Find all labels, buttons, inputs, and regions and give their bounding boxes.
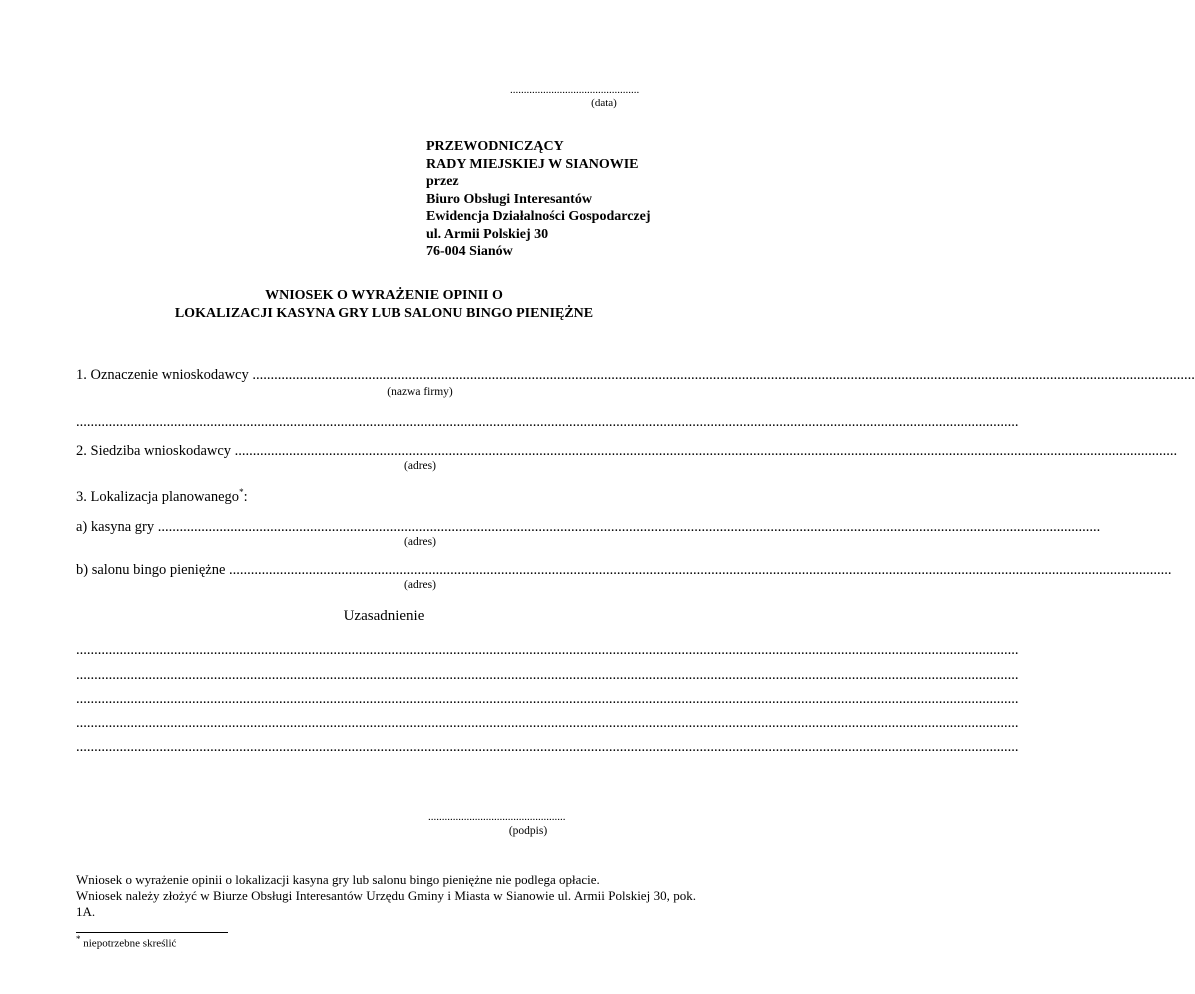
fill-dots: .................................................................................................................................................................................................................................................................... [76, 691, 1019, 707]
planned-location-heading [76, 487, 248, 506]
justification-heading: Uzasadnienie [343, 608, 425, 624]
footnote-marker: * [76, 934, 81, 944]
applicant-name-continuation [76, 414, 1019, 431]
title-line: LOKALIZACJI KASYNA GRY LUB SALONU BINGO PIENIĘŻNE [174, 306, 594, 321]
fill-dots: .................................................................................................................................................................................................................................................................... [76, 414, 1019, 430]
field-label: a) kasyna gry [76, 519, 155, 535]
fill-dots: .................................................................................................................................................................................................................................................................... [252, 367, 1195, 383]
recipient-line: PRZEWODNICZĄCY [426, 139, 564, 154]
field-label: 3. Lokalizacja planowanego [76, 488, 240, 505]
fill-dots: .................................................................................................................................................................................................................................................................... [76, 667, 1019, 683]
recipient-address [426, 138, 651, 261]
recipient-line: 76-004 Sianów [426, 244, 513, 259]
submission-note: Wniosek należy złożyć w Biurze Obsługi Interesantów Urzędu Gminy i Miasta w Sianowie ul. Armii Polskiej 30, pok. 1A. [76, 888, 696, 919]
justification-line [76, 691, 1019, 708]
bingo-location-caption: (adres) [404, 579, 436, 591]
applicant-seat-caption: (adres) [404, 460, 436, 472]
bingo-location-field [76, 562, 1172, 579]
date-caption: (data) [591, 97, 617, 109]
casino-location-caption: (adres) [404, 536, 436, 548]
fill-dots: .................................................................................................................................................................................................................................................................... [76, 642, 1019, 658]
fill-dots: .................................................................................................................................................................................................................................................................... [229, 562, 1172, 578]
fee-note: Wniosek o wyrażenie opinii o lokalizacji kasyna gry lub salonu bingo pieniężne nie podlega opłacie. [76, 872, 600, 887]
justification-line [76, 715, 1019, 732]
recipient-line: przez [426, 174, 459, 189]
fill-dots: .................................................................................................................................................................................................................................................................... [157, 519, 1101, 535]
recipient-line: Biuro Obsługi Interesantów [426, 191, 592, 207]
applicant-name-caption: (nazwa firmy) [387, 386, 453, 398]
justification-line [76, 667, 1019, 684]
recipient-line: Ewidencja Działalności Gospodarczej [426, 209, 651, 224]
footnote-text: niepotrzebne skreślić [83, 937, 177, 950]
applicant-seat-field [76, 443, 1178, 460]
footnote-divider [76, 932, 228, 933]
field-label: 1. Oznaczenie wnioskodawcy [76, 367, 249, 383]
signature-caption: (podpis) [508, 825, 548, 837]
justification-line [76, 739, 1019, 756]
field-colon: : [243, 488, 248, 505]
fill-dots: .................................................................................................................................................................................................................................................................... [76, 715, 1019, 731]
date-field: ............................................... [510, 84, 640, 96]
footnote-marker: * [239, 487, 244, 497]
justification-line [76, 642, 1019, 659]
fill-dots: .................................................................................................................................................................................................................................................................... [76, 739, 1019, 755]
recipient-line: RADY MIEJSKIEJ W SIANOWIE [426, 156, 639, 172]
field-label: 2. Siedziba wnioskodawcy [76, 443, 232, 459]
footnote [76, 934, 176, 950]
recipient-line: ul. Armii Polskiej 30 [426, 226, 549, 242]
fill-dots: .................................................................................................................................................................................................................................................................... [234, 443, 1178, 459]
casino-location-field [76, 519, 1101, 536]
signature-field: .................................................. [428, 811, 566, 823]
document-title [0, 287, 768, 323]
applicant-name-field [76, 367, 1195, 384]
title-line: WNIOSEK O WYRAŻENIE OPINII O [265, 288, 503, 303]
field-label: b) salonu bingo pieniężne [76, 562, 226, 578]
